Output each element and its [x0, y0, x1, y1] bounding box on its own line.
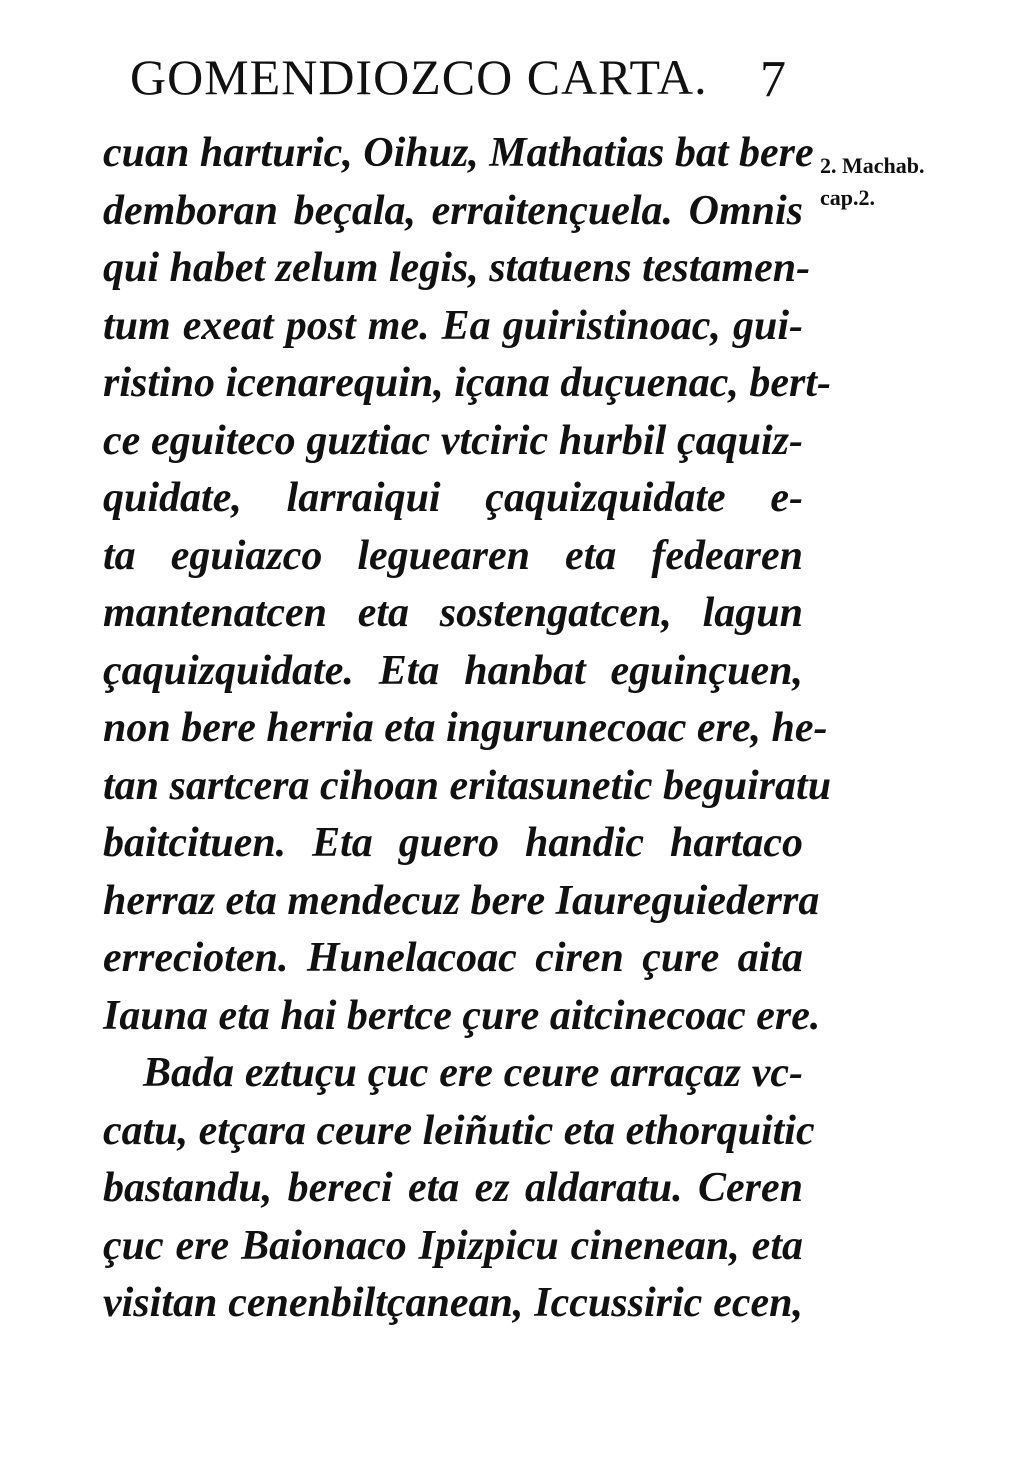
margin-note: [820, 150, 1020, 214]
paragraph: [103, 1045, 823, 1333]
running-title: GOMENDIOZCO CARTA.: [130, 49, 708, 105]
text-line: non bere herria eta ingurunecoac ere, he-: [103, 705, 828, 751]
text-line: herraz eta mendecuz bere Iaureguiederra: [103, 877, 820, 924]
body-text: [103, 125, 832, 1333]
text-line: ta eguiazco leguearen eta fedearen: [103, 532, 803, 579]
text-line: tan sartcera cihoan eritasunetic beguiratu: [103, 762, 832, 809]
text-line: demboran beçala, erraitençuela. Omnis: [103, 187, 803, 234]
paragraph: [103, 125, 832, 1045]
text-line: Bada eztuçu çuc ere ceure arraçaz vc-: [143, 1050, 803, 1096]
text-line: ristino icenarequin, içana duçuenac, bert-: [103, 360, 832, 406]
text-line: çaquizquidate. Eta hanbat eguinçuen,: [103, 647, 803, 694]
margin-note-line: 2. Machab.: [820, 153, 925, 178]
text-line: cuan harturic, Oihuz, Mathatias bat bere: [103, 130, 814, 176]
page-number: 7: [760, 51, 786, 108]
text-line: quidate, larraiqui çaquizquidate e-: [103, 475, 803, 521]
text-line: ce eguiteco guztiac vtciric hurbil çaquiz-: [103, 417, 803, 464]
text-line: çuc ere Baionaco Ipizpicu cinenean, eta: [103, 1222, 803, 1269]
page-header: [130, 48, 830, 118]
text-line: errecioten. Hunelacoac ciren çure aita: [103, 935, 803, 981]
text-line: tum exeat post me. Ea guiristinoac, gui-: [103, 302, 803, 349]
text-line: bastandu, bereci eta ez aldaratu. Ceren: [103, 1165, 803, 1211]
text-line: Iauna eta hai bertce çure aitcinecoac ere.: [103, 992, 821, 1039]
text-line: visitan cenenbiltçanean, Iccussiric ecen,: [103, 1280, 803, 1326]
text-line: mantenatcen eta sostengatcen, lagun: [103, 590, 803, 636]
margin-note-line: cap.2.: [820, 185, 875, 210]
text-line: catu, etçara ceure leiñutic eta ethorquitic: [103, 1107, 815, 1154]
text-line: qui habet zelum legis, statuens testamen-: [103, 245, 811, 291]
text-line: baitcituen. Eta guero handic hartaco: [103, 820, 803, 866]
